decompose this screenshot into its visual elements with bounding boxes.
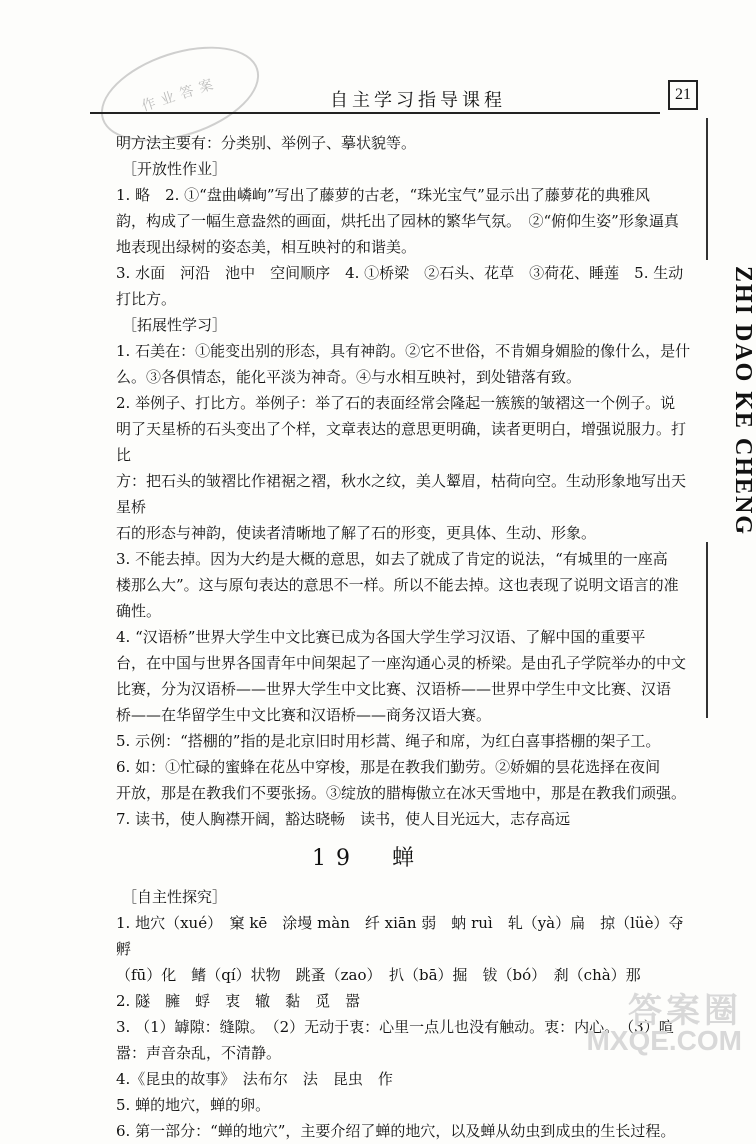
text-line: 确性。 — [116, 602, 162, 620]
text-line: 么。③各俱情态，能化平淡为神奇。④与水相互映衬，到处错落有致。 — [116, 368, 582, 386]
text-line: 4. “汉语桥”世界大学生中文比赛已成为各国大学生学习汉语、了解中国的重要平 — [116, 628, 646, 646]
page-content — [116, 130, 700, 1144]
text-line: 嚣：声音杂乱，不清静。 — [116, 1044, 282, 1062]
watermark-text: 答案圈 — [628, 992, 742, 1030]
text-line: 2. 隧 臃 蜉 衷 辙 黏 觅 嚣 — [116, 992, 361, 1010]
text-line: 楼那么大”。这与原句表达的意思不一样。所以不能去掉。这也表现了说明文语言的准 — [116, 576, 679, 594]
text-line: 5. 蝉的地穴，蝉的卵。 — [116, 1096, 271, 1114]
text-line: 台，在中国与世界各国青年中间架起了一座沟通心灵的桥梁。是由孔子学院举办的中文 — [116, 654, 687, 672]
text-line: 明方法主要有：分类别、举例子、摹状貌等。 — [116, 134, 417, 152]
text-line: 1. 地穴（xué） 窠 kē 涂墁 màn 纤 xiān 弱 蚋 ruì 轧（yà）扁 掠（lüè）夺 孵 — [116, 914, 699, 958]
text-line: 5. 示例：“搭棚的”指的是北京旧时用杉蒿、绳子和席，为红白喜事搭棚的架子工。 — [116, 732, 661, 750]
section-heading: ［自主性探究］ — [122, 888, 228, 906]
text-line: 3. 水面 河沿 池中 空间顺序 4. ①桥梁 ②石头、花草 ③荷花、睡莲 5. 生动 — [116, 264, 684, 282]
text-line: 明了天星桥的石头变出了个样，文章表达的意思更明确，读者更明白，增强说服力。打比 — [116, 420, 687, 464]
stamp-text: 作业答案 — [139, 74, 221, 115]
section-heading: ［开放性作业］ — [122, 160, 228, 178]
text-line: 1. 石美在：①能变出别的形态，具有神韵。②它不世俗，不肯媚身媚脸的像什么，是什 — [116, 342, 691, 360]
text-line: 3. （1）罅隙：缝隙。 （2）无动于衷：心里一点儿也没有触动。衷：内心。 （3）喧 — [116, 1018, 674, 1036]
watermark-url: MXQE.COM — [586, 1025, 742, 1056]
text-line: 开放，那是在教我们不要张扬。③绽放的腊梅傲立在冰天雪地中，那是在教我们顽强。 — [116, 784, 687, 802]
text-line: 3. 不能去掉。因为大约是大概的意思，如去了就成了肯定的说法，“有城里的一座高 — [116, 550, 668, 568]
text-line: 2. 举例子、打比方。举例子：举了石的表面经常会隆起一簇簇的皱褶这一个例子。说 — [116, 394, 676, 412]
side-vertical-title: ZHI DAO KE CHENG — [706, 260, 756, 542]
text-line: 6. 如：①忙碌的蜜蜂在花丛中穿梭，那是在教我们勤劳。②娇媚的昙花选择在夜间 — [116, 758, 661, 776]
text-line: 石的形态与神韵，使读者清晰地了解了石的形变，更具体、生动、形象。 — [116, 524, 597, 542]
text-line: 1. 略 2. ①“盘曲嶙峋”写出了藤萝的古老，“珠光宝气”显示出了藤萝花的典雅风 — [116, 186, 650, 204]
text-line: 桥——在华留学生中文比赛和汉语桥——商务汉语大赛。 — [116, 706, 492, 724]
text-line: 打比方。 — [116, 290, 177, 308]
text-line: 韵，构成了一幅生意盎然的画面，烘托出了园林的繁华气氛。 ②“俯仰生姿”形象逼真 — [116, 212, 679, 230]
text-line: 6. 第一部分：“蝉的地穴”，主要介绍了蝉的地穴，以及蝉从幼虫到成虫的生长过程。 — [116, 1122, 676, 1140]
header-rule — [90, 112, 660, 114]
text-line: 比赛，分为汉语桥——世界大学生中文比赛、汉语桥——世界中学生中文比赛、汉语 — [116, 680, 672, 698]
text-line: 地表现出绿树的姿态美，相互映衬的和谐美。 — [116, 238, 417, 256]
site-watermark — [586, 992, 742, 1056]
text-line: 方：把石头的皱褶比作裙裾之褶，秋水之纹，美人颦眉，枯荷向空。生动形象地写出天星桥 — [116, 472, 687, 516]
header-title: 自主学习指导课程 — [330, 90, 506, 111]
text-line: 4.《昆虫的故事》 法布尔 法 昆虫 作 — [116, 1070, 393, 1088]
section-heading: ［拓展性学习］ — [122, 316, 228, 334]
text-line: （fū）化 鳍（qí）状物 跳蚤（zao） 扒（bā）掘 钹（bó） 刹（chà）那 — [116, 966, 641, 984]
text-line: 7. 读书，使人胸襟开阔，豁达晓畅 读书，使人目光远大，志存高远 — [116, 810, 571, 828]
page-number: 21 — [668, 80, 698, 110]
chapter-title: 19 蝉 — [312, 846, 424, 871]
